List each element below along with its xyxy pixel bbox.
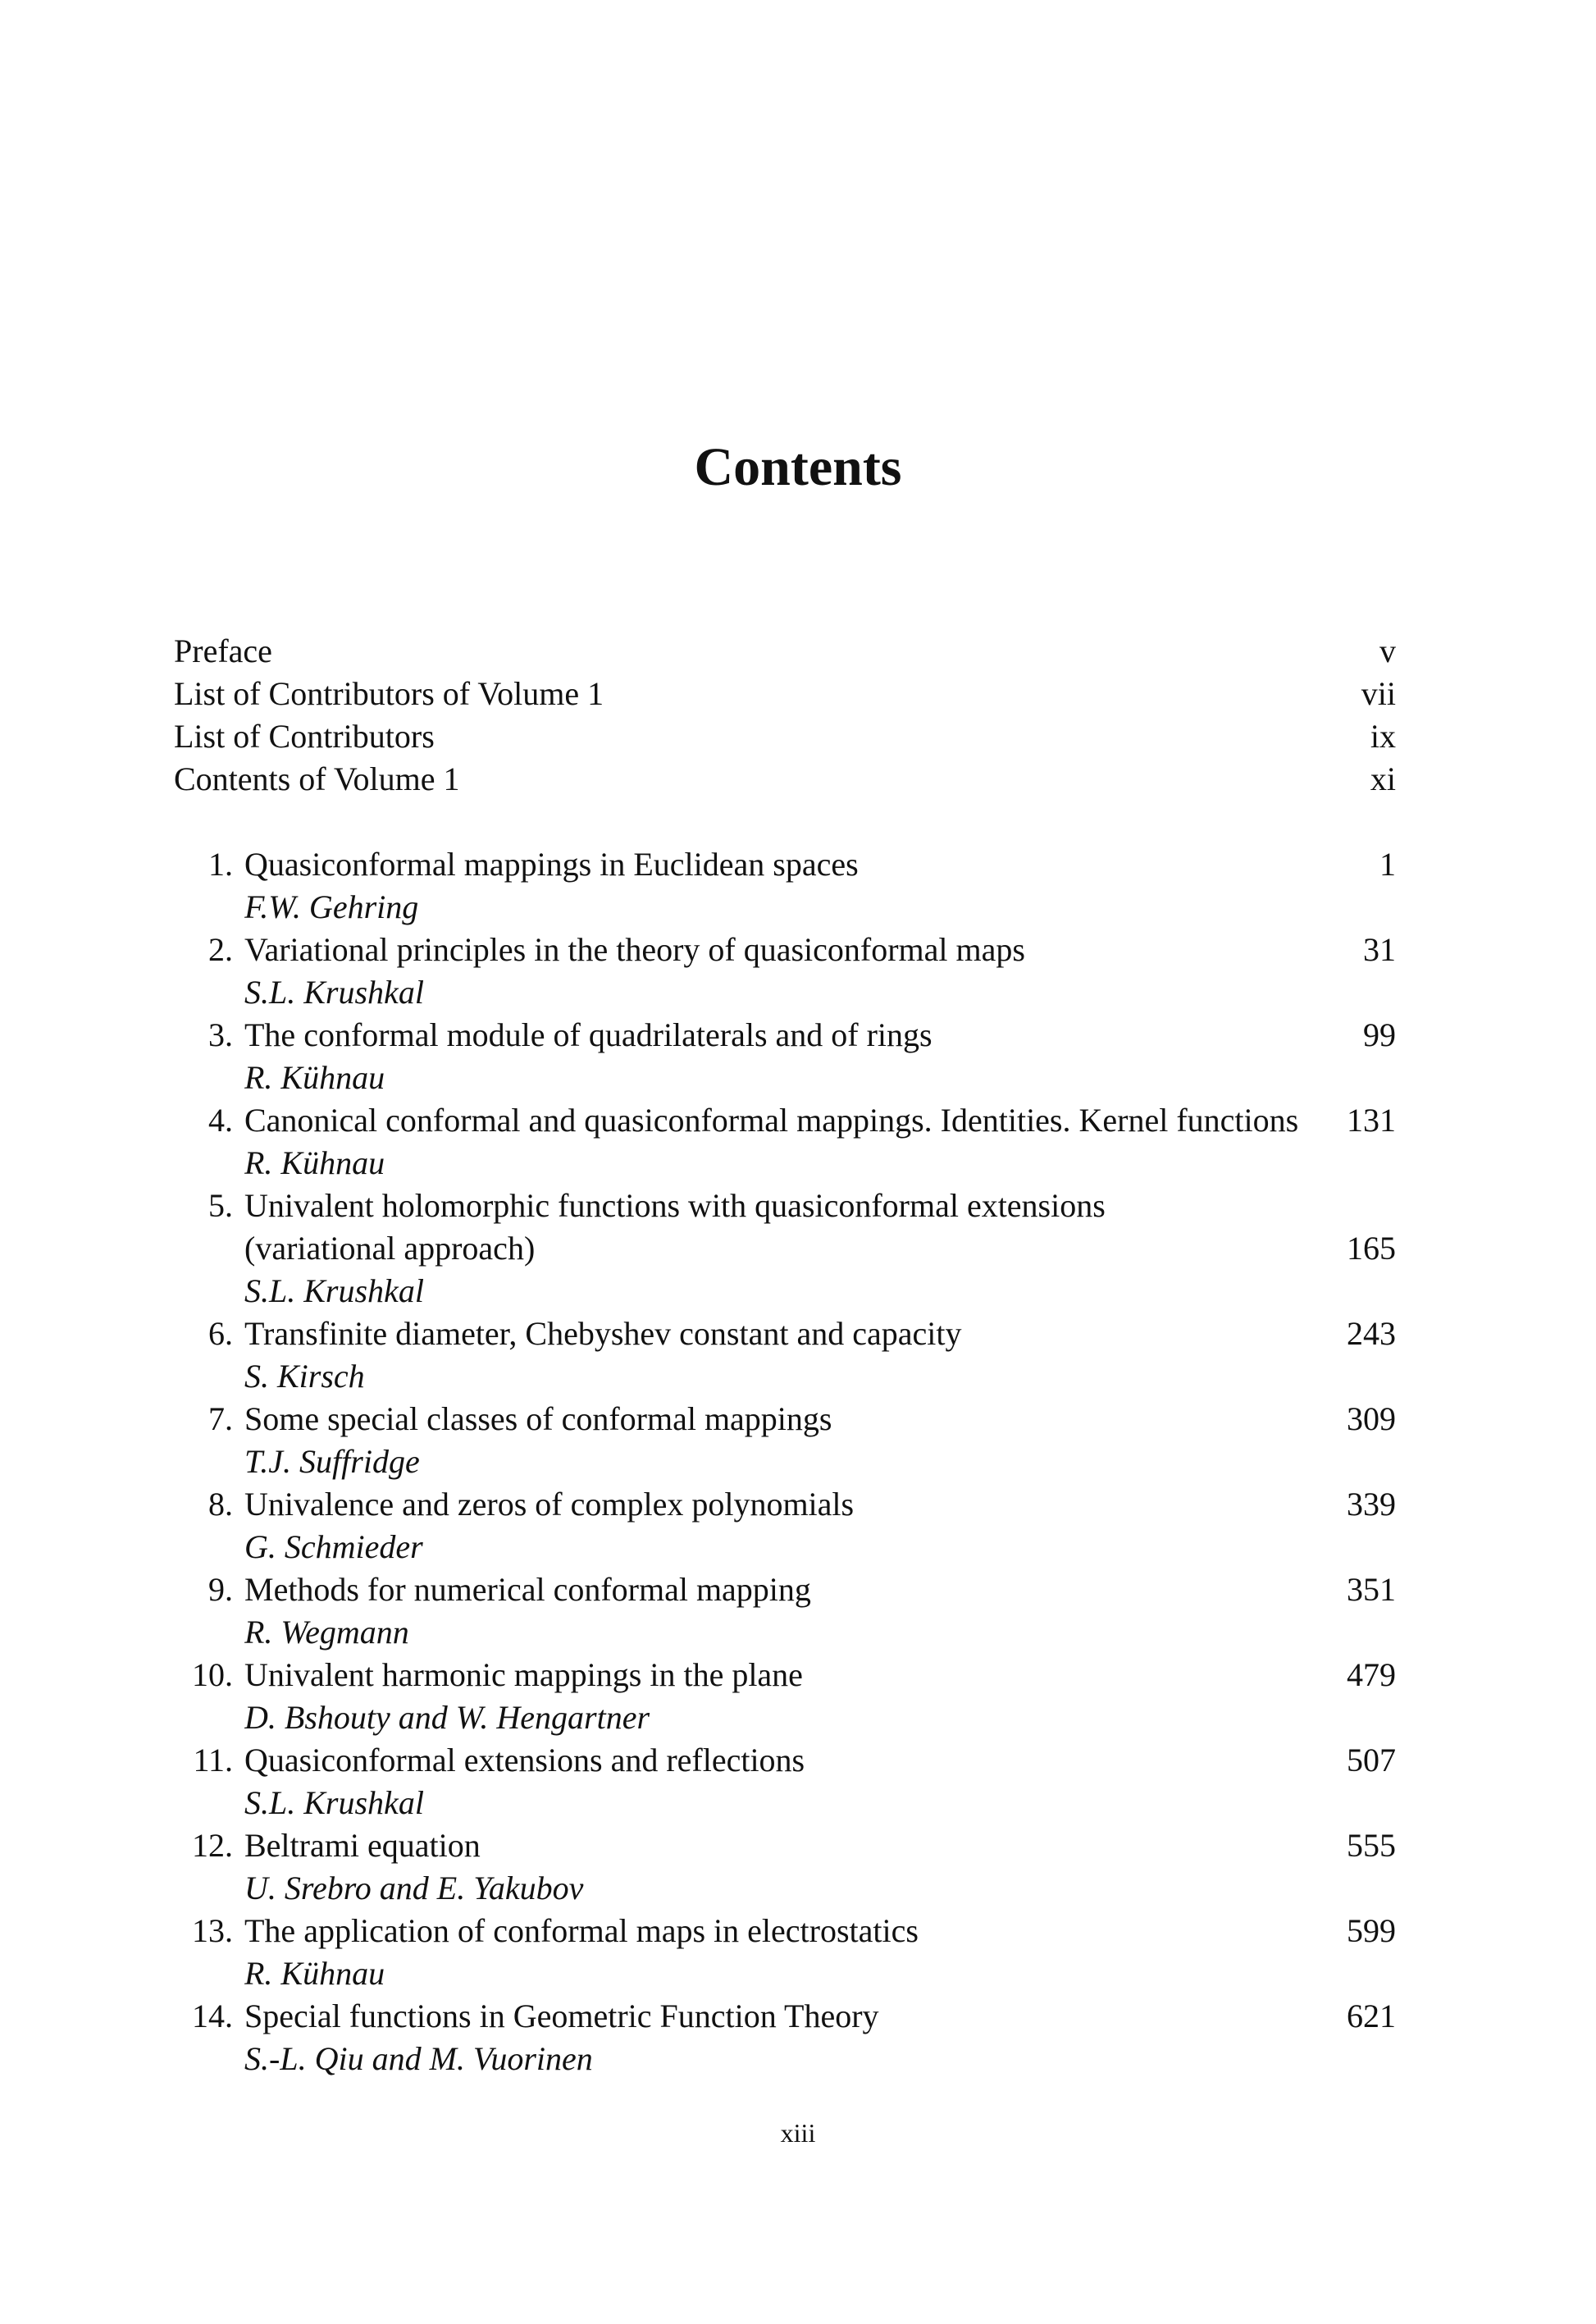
chapter-page: 99 — [1363, 1016, 1396, 1053]
chapter-title: Quasiconformal extensions and reflections — [244, 1742, 805, 1778]
chapter-page: 351 — [1347, 1571, 1396, 1608]
chapter-author: S.L. Krushkal — [244, 974, 424, 1011]
chapter-number: 10. — [192, 1656, 233, 1693]
page-title: Contents — [694, 437, 902, 497]
chapter-number: 12. — [192, 1827, 233, 1864]
chapter-page: 243 — [1347, 1315, 1396, 1352]
chapter-number: 9. — [208, 1571, 233, 1608]
entry-label: List of Contributors — [174, 718, 435, 755]
front-matter-item — [174, 630, 1396, 673]
front-matter-item — [174, 758, 1396, 801]
chapter-author: R. Kühnau — [244, 1144, 385, 1181]
chapter-author: R. Kühnau — [244, 1955, 385, 1992]
chapter-title-continued: (variational approach) — [244, 1230, 536, 1267]
chapter-title: Variational principles in the theory of quasiconformal maps — [244, 931, 1025, 968]
chapter-entry — [174, 1313, 1396, 1398]
chapter-entry — [174, 1995, 1396, 2080]
chapter-entry — [174, 1739, 1396, 1824]
chapter-page: 309 — [1347, 1400, 1396, 1437]
chapter-number: 1. — [208, 846, 233, 883]
chapter-entry — [174, 1185, 1396, 1313]
chapter-author: D. Bshouty and W. Hengartner — [244, 1699, 650, 1736]
chapter-author: R. Kühnau — [244, 1059, 385, 1096]
entry-page: ix — [1370, 718, 1396, 755]
chapter-number: 6. — [208, 1315, 233, 1352]
chapter-page: 599 — [1347, 1912, 1396, 1949]
chapter-title: Canonical conformal and quasiconformal mappings. Identities. Kernel functions — [244, 1102, 1299, 1139]
chapter-page: 555 — [1347, 1827, 1396, 1864]
chapter-author: S.L. Krushkal — [244, 1272, 424, 1309]
chapter-page: 507 — [1347, 1742, 1396, 1778]
chapter-list — [174, 843, 1396, 2080]
chapter-entry — [174, 1568, 1396, 1654]
chapter-number: 4. — [208, 1102, 233, 1139]
chapter-page: 31 — [1363, 931, 1396, 968]
chapter-number: 14. — [192, 1998, 233, 2034]
chapter-title: Methods for numerical conformal mapping — [244, 1571, 811, 1608]
chapter-author: S. Kirsch — [244, 1358, 365, 1395]
chapter-title: Special functions in Geometric Function Theory — [244, 1998, 879, 2034]
chapter-entry — [174, 1014, 1396, 1099]
chapter-title: Univalent harmonic mappings in the plane — [244, 1656, 803, 1693]
table-of-contents — [174, 630, 1396, 2080]
chapter-page: 479 — [1347, 1656, 1396, 1693]
chapter-entry — [174, 1824, 1396, 1910]
chapter-entry — [174, 843, 1396, 929]
chapter-page: 131 — [1347, 1102, 1396, 1139]
chapter-number: 5. — [208, 1187, 233, 1224]
chapter-title: Transfinite diameter, Chebyshev constant and capacity — [244, 1315, 962, 1352]
entry-label: List of Contributors of Volume 1 — [174, 675, 604, 712]
chapter-entry — [174, 1099, 1396, 1185]
front-matter-item — [174, 715, 1396, 758]
chapter-title: Beltrami equation — [244, 1827, 481, 1864]
chapter-author: F.W. Gehring — [244, 888, 419, 925]
chapter-author: U. Srebro and E. Yakubov — [244, 1870, 584, 1906]
chapter-number: 13. — [192, 1912, 233, 1949]
entry-page: vii — [1361, 675, 1396, 712]
chapter-page: 165 — [1347, 1230, 1396, 1267]
chapter-author: S.-L. Qiu and M. Vuorinen — [244, 2040, 593, 2077]
chapter-title: Quasiconformal mappings in Euclidean spaces — [244, 846, 859, 883]
chapter-number: 3. — [208, 1016, 233, 1053]
chapter-author: S.L. Krushkal — [244, 1784, 424, 1821]
chapter-title: Univalent holomorphic functions with quasiconformal extensions — [244, 1187, 1106, 1224]
chapter-number: 7. — [208, 1400, 233, 1437]
chapter-number: 2. — [208, 931, 233, 968]
chapter-entry — [174, 1910, 1396, 1995]
page-number: xiii — [780, 2118, 816, 2148]
entry-page: v — [1379, 632, 1396, 669]
chapter-author: G. Schmieder — [244, 1528, 423, 1565]
front-matter-item — [174, 673, 1396, 715]
entry-label: Preface — [174, 632, 272, 669]
chapter-page: 1 — [1379, 846, 1396, 883]
chapter-entry — [174, 929, 1396, 1014]
chapter-page: 339 — [1347, 1486, 1396, 1523]
chapter-entry — [174, 1483, 1396, 1568]
entry-label: Contents of Volume 1 — [174, 760, 460, 797]
chapter-title: The application of conformal maps in electrostatics — [244, 1912, 919, 1949]
chapter-title: Univalence and zeros of complex polynomials — [244, 1486, 855, 1523]
chapter-entry — [174, 1654, 1396, 1739]
chapter-number: 8. — [208, 1486, 233, 1523]
chapter-page: 621 — [1347, 1998, 1396, 2034]
chapter-author: R. Wegmann — [244, 1614, 409, 1651]
chapter-entry — [174, 1398, 1396, 1483]
chapter-title: Some special classes of conformal mappings — [244, 1400, 832, 1437]
chapter-number: 11. — [193, 1742, 233, 1778]
chapter-author: T.J. Suffridge — [244, 1443, 420, 1480]
front-matter-list — [174, 630, 1396, 801]
chapter-title: The conformal module of quadrilaterals and of rings — [244, 1016, 933, 1053]
entry-page: xi — [1370, 760, 1396, 797]
